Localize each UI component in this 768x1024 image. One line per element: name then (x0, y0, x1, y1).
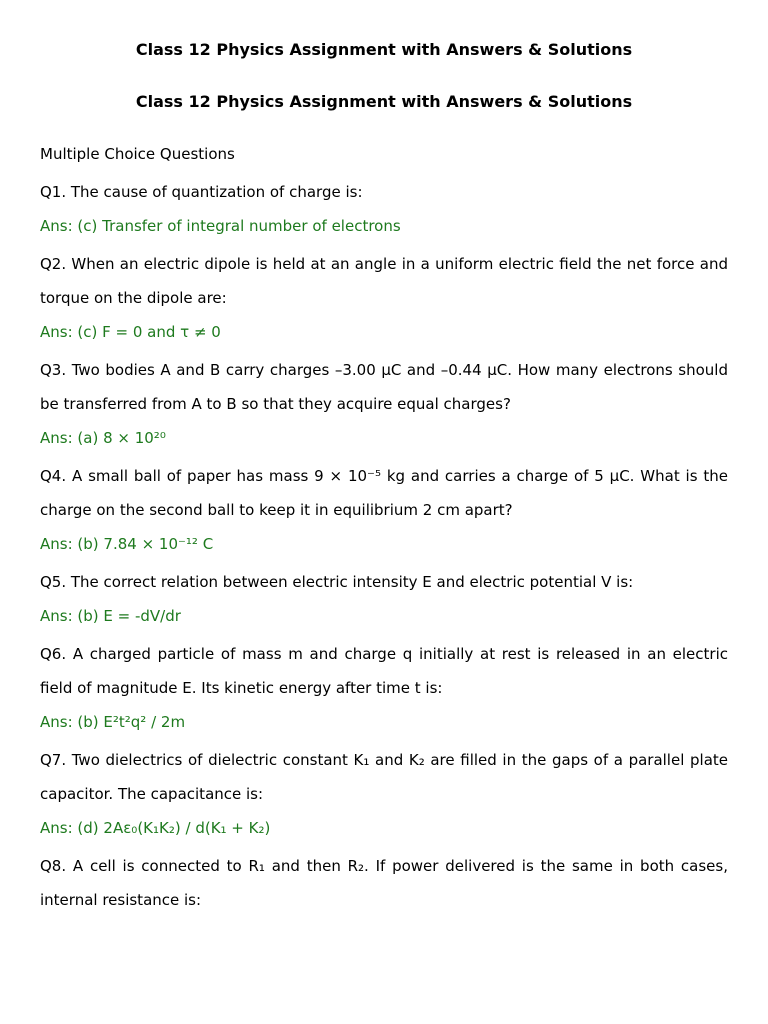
question-item (40, 353, 728, 455)
question-text: Q2. When an electric dipole is held at an angle in a uniform electric field the net force and torque on the dipole are: (40, 255, 728, 307)
question-item (40, 459, 728, 561)
question-item (40, 849, 728, 917)
answer-text: Ans: (b) E²t²q² / 2m (40, 713, 186, 731)
question-list (40, 175, 728, 917)
question-text: Q6. A charged particle of mass m and charge q initially at rest is released in an electric field of magnitude E. Its kinetic energy after time t is: (40, 645, 728, 697)
question-item (40, 565, 728, 633)
document-subtitle: Class 12 Physics Assignment with Answers & Solutions (135, 92, 633, 111)
question-text: Q4. A small ball of paper has mass 9 × 10⁻⁵ kg and carries a charge of 5 μC. What is the charge on the second ball to keep it in equilibrium 2 cm apart? (40, 467, 728, 519)
answer-text: Ans: (d) 2Aε₀(K₁K₂) / d(K₁ + K₂) (40, 819, 271, 837)
answer-text: Ans: (b) 7.84 × 10⁻¹² C (40, 535, 214, 553)
question-item (40, 743, 728, 845)
question-text: Q3. Two bodies A and B carry charges –3.00 μC and –0.44 μC. How many electrons should be transferred from A to B so that they acquire equal charges? (40, 361, 728, 413)
question-text: Q5. The correct relation between electric intensity E and electric potential V is: (40, 573, 634, 591)
question-text: Q7. Two dielectrics of dielectric constant K₁ and K₂ are filled in the gaps of a parallel plate capacitor. The capacitance is: (40, 751, 728, 803)
answer-text: Ans: (b) E = -dV/dr (40, 607, 181, 625)
section-heading: Multiple Choice Questions (40, 145, 235, 163)
question-item (40, 175, 728, 243)
document-title: Class 12 Physics Assignment with Answers & Solutions (135, 40, 633, 59)
question-text: Q1. The cause of quantization of charge is: (40, 183, 363, 201)
answer-text: Ans: (c) Transfer of integral number of electrons (40, 217, 401, 235)
question-item (40, 247, 728, 349)
question-text: Q8. A cell is connected to R₁ and then R₂. If power delivered is the same in both cases, internal resistance is: (40, 857, 728, 909)
answer-text: Ans: (a) 8 × 10²⁰ (40, 429, 166, 447)
answer-text: Ans: (c) F = 0 and τ ≠ 0 (40, 323, 221, 341)
question-item (40, 637, 728, 739)
